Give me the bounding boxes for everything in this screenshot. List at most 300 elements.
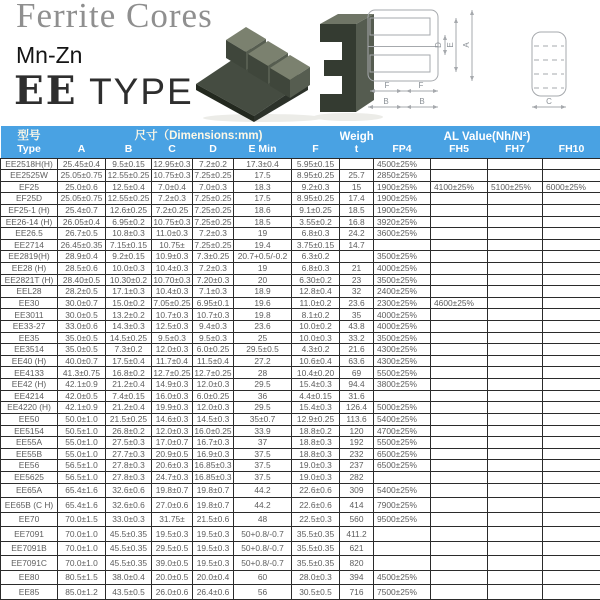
cell: 9.5±0.15 <box>106 158 152 170</box>
cell: 33.0±0.3 <box>106 512 152 527</box>
cell <box>431 158 488 170</box>
cell: 32 <box>340 286 374 298</box>
table-row <box>1 460 600 472</box>
cell <box>431 309 488 321</box>
cell: 6.8±0.3 <box>292 262 340 274</box>
cell: 27.8±0.3 <box>106 471 152 483</box>
header-type-cn: 型号 <box>1 126 58 143</box>
cell: 30.0±0.5 <box>58 309 106 321</box>
cell: 15.0±0.2 <box>106 297 152 309</box>
cell: 26.4±0.6 <box>193 585 234 600</box>
cell: 32.6±0.6 <box>106 498 152 513</box>
material-label: Mn-Zn <box>16 42 83 68</box>
page-title: Ferrite Cores <box>16 0 213 35</box>
cell <box>488 204 543 216</box>
cell: 35.5±0.35 <box>292 541 340 556</box>
cell-type: EE2518H(H) <box>1 158 58 170</box>
cell: 27.2 <box>234 355 292 367</box>
dim-label-e: E <box>446 42 455 48</box>
cell: 20.6±0.3 <box>152 460 193 472</box>
cell: 21.2±0.4 <box>106 379 152 391</box>
table-row <box>1 367 600 379</box>
cell: 6.0±0.25 <box>193 344 234 356</box>
cell: 30.5±0.5 <box>292 585 340 600</box>
table-row <box>1 170 600 182</box>
cell <box>488 425 543 437</box>
cell-type: EE26-14 (H) <box>1 216 58 228</box>
cell: 2400±25% <box>374 286 431 298</box>
cell <box>431 460 488 472</box>
cell: 19.4 <box>234 239 292 251</box>
cell: 4.4±0.15 <box>292 390 340 402</box>
cell <box>431 541 488 556</box>
cell <box>431 483 488 498</box>
cell: 39.0±0.5 <box>152 556 193 571</box>
cell <box>488 309 543 321</box>
cell: 56.5±1.0 <box>58 460 106 472</box>
cell: 10.70±0.3 <box>153 274 191 285</box>
cell: 5500±25% <box>374 367 431 379</box>
col-header-fh10: FH10 <box>543 143 600 158</box>
cell: 10.9±0.3 <box>152 251 193 263</box>
cell: 65.4±1.6 <box>58 483 106 498</box>
cell-type: EE42 (H) <box>1 379 58 391</box>
cell: 192 <box>340 437 374 449</box>
cell <box>340 158 374 170</box>
cell: 17.4 <box>340 193 374 205</box>
cell: 19 <box>234 228 292 240</box>
cell: 7.05±0.25 <box>153 297 191 308</box>
cell: 7.0±0.3 <box>193 181 234 193</box>
cell: 23.6 <box>340 297 374 309</box>
cell: 3.75±0.15 <box>292 239 340 251</box>
cell: 3500±25% <box>374 332 431 344</box>
dim-label-d: D <box>434 42 443 48</box>
col-header-emin: E Min <box>234 143 292 158</box>
cell: 4500±25% <box>374 570 431 585</box>
cell <box>374 541 431 556</box>
cell: 29.5±0.5 <box>234 344 292 356</box>
cell <box>431 471 488 483</box>
cell: 32.6±0.6 <box>106 483 152 498</box>
table-row <box>1 498 600 513</box>
cell <box>374 556 431 571</box>
cell: 4300±25% <box>374 344 431 356</box>
cell: 20.0±0.5 <box>152 570 193 585</box>
cell-type: EE3514 <box>1 344 58 356</box>
cell-type: EEL28 <box>1 286 58 298</box>
header-weight-line1: Weigh <box>340 126 374 143</box>
cell: 45.5±0.35 <box>106 556 152 571</box>
cell: 12.55±0.25 <box>106 170 152 182</box>
cell: 15.4±0.3 <box>292 379 340 391</box>
cell <box>431 193 488 205</box>
table-row <box>1 402 600 414</box>
cell: 19.9±0.3 <box>152 402 193 414</box>
cell: 45.5±0.35 <box>106 541 152 556</box>
col-header-a: A <box>58 143 106 158</box>
cell <box>488 541 543 556</box>
cell <box>431 228 488 240</box>
dim-label-c: C <box>546 97 552 106</box>
side-view-diagram <box>522 10 594 120</box>
cell <box>543 251 600 263</box>
cell-type: EE80 <box>1 570 58 585</box>
cell <box>543 367 600 379</box>
cell: 7.25±0.25 <box>194 170 232 181</box>
cell <box>431 355 488 367</box>
cell <box>431 262 488 274</box>
banner <box>0 0 600 126</box>
cell: 30.0±0.7 <box>58 297 106 309</box>
cell-type: EE2714 <box>1 239 58 251</box>
cell: 94.4 <box>340 379 374 391</box>
cell: 1900±25% <box>374 204 431 216</box>
cell: 16.8±0.2 <box>106 367 152 379</box>
cell: 3920±25% <box>374 216 431 228</box>
col-header-d: D <box>193 143 234 158</box>
table-row <box>1 193 600 205</box>
cell: 7.2±0.3 <box>193 262 234 274</box>
cell: 25.4±0.7 <box>58 204 106 216</box>
ferrite-cores-photo <box>188 0 388 122</box>
cell <box>431 585 488 600</box>
cell <box>431 321 488 333</box>
cell <box>543 570 600 585</box>
col-header-fp4: FP4 <box>374 143 431 158</box>
cell: 2850±25% <box>374 170 431 182</box>
cell: 26.8±0.2 <box>106 425 152 437</box>
cell: 12.8±0.4 <box>292 286 340 298</box>
cell: 16.85±0.3 <box>194 472 232 483</box>
cell: 126.4 <box>340 402 374 414</box>
cell: 33.2 <box>340 332 374 344</box>
core-type-rest: TYPE <box>77 71 194 112</box>
cell: 28.9±0.4 <box>58 251 106 263</box>
cell: 28.5±0.6 <box>58 262 106 274</box>
cell: 19.6 <box>234 297 292 309</box>
cell <box>543 309 600 321</box>
cell: 7500±25% <box>374 585 431 600</box>
cell: 12.0±0.3 <box>152 344 193 356</box>
core-type-bold: EE <box>14 68 78 114</box>
cell: 120 <box>340 425 374 437</box>
cell <box>488 402 543 414</box>
spec-table <box>0 126 600 600</box>
cell: 35.5±0.35 <box>292 556 340 571</box>
cell <box>543 390 600 402</box>
cell: 7900±25% <box>374 498 431 513</box>
cell <box>374 239 431 251</box>
cell: 17.5 <box>234 170 292 182</box>
cell: 7.2±0.3 <box>193 228 234 240</box>
cell: 19.8 <box>234 309 292 321</box>
cell: 394 <box>340 570 374 585</box>
cell <box>431 332 488 344</box>
cell: 3500±25% <box>374 251 431 263</box>
cell: 25.05±0.75 <box>58 193 106 205</box>
cell: 27.5±0.3 <box>106 437 152 449</box>
cell: 21.5±0.25 <box>106 413 152 425</box>
cell: 4000±25% <box>374 262 431 274</box>
cell: 18.9 <box>234 286 292 298</box>
cell: 18.5 <box>234 216 292 228</box>
table-row <box>1 228 600 240</box>
cell: 50+0.8/-0.7 <box>234 527 292 542</box>
cell: 33.9 <box>234 425 292 437</box>
cell: 11.5±0.4 <box>193 355 234 367</box>
cell: 17.0±0.7 <box>152 437 193 449</box>
cell: 44.2 <box>234 483 292 498</box>
cell <box>488 527 543 542</box>
cell-type: EE4214 <box>1 390 58 402</box>
dim-label-a: A <box>462 42 471 48</box>
cell <box>431 204 488 216</box>
table-row <box>1 286 600 298</box>
cell: 19.5±0.3 <box>193 541 234 556</box>
cell: 70.0±1.0 <box>58 527 106 542</box>
cell <box>431 527 488 542</box>
cell: 2300±25% <box>374 297 431 309</box>
cell <box>543 413 600 425</box>
cell: 12.0±0.3 <box>193 379 234 391</box>
cell: 37.5 <box>234 460 292 472</box>
cell <box>488 274 543 286</box>
cell: 56 <box>234 585 292 600</box>
cell <box>431 570 488 585</box>
cell: 26.05±0.4 <box>58 216 106 228</box>
table-row <box>1 471 600 483</box>
table-row <box>1 413 600 425</box>
cell <box>543 402 600 414</box>
col-header-c: C <box>152 143 193 158</box>
cell: 7.2±0.2 <box>193 158 234 170</box>
cell: 27.7±0.3 <box>106 448 152 460</box>
table-row <box>1 239 600 251</box>
cell <box>431 556 488 571</box>
table-row <box>1 512 600 527</box>
cell-type: EE4220 (H) <box>1 402 58 414</box>
cell: 28 <box>234 367 292 379</box>
cell: 10.75±0.3 <box>153 216 191 227</box>
cell: 1900±25% <box>374 193 431 205</box>
table-row <box>1 390 600 402</box>
cell: 14.9±0.3 <box>152 379 193 391</box>
cell <box>543 355 600 367</box>
cell <box>543 556 600 571</box>
cell: 38.0±0.4 <box>106 570 152 585</box>
cell: 37 <box>234 437 292 449</box>
cell: 43.8 <box>340 321 374 333</box>
cell <box>488 570 543 585</box>
cell: 80.5±1.5 <box>58 570 106 585</box>
cell <box>488 367 543 379</box>
cell-type: EE7091 <box>1 527 58 542</box>
cell: 16.9±0.3 <box>193 448 234 460</box>
cell <box>431 251 488 263</box>
cell: 6500±25% <box>374 448 431 460</box>
table-row <box>1 425 600 437</box>
cell-type: EE2821T (H) <box>1 274 58 286</box>
cell <box>488 355 543 367</box>
cell: 9.4±0.3 <box>193 321 234 333</box>
cell: 42.0±0.5 <box>58 390 106 402</box>
cell: 7.3±0.25 <box>193 251 234 263</box>
col-header-fh7: FH7 <box>488 143 543 158</box>
cell: 70.0±1.5 <box>58 512 106 527</box>
cell: 12.6±0.25 <box>106 204 152 216</box>
cell: 12.0±0.3 <box>152 425 193 437</box>
cell: 9.5±0.3 <box>193 332 234 344</box>
cell <box>431 390 488 402</box>
cell-type: EE7091B <box>1 541 58 556</box>
cell <box>543 216 600 228</box>
cell <box>543 448 600 460</box>
cell <box>543 541 600 556</box>
dim-label-f1: F <box>384 81 390 90</box>
table-row <box>1 158 600 170</box>
cell: 7.25±0.25 <box>194 193 232 204</box>
cell: 621 <box>340 541 374 556</box>
cell-type: EE70 <box>1 512 58 527</box>
cell: 26.45±0.35 <box>58 239 106 251</box>
cell <box>488 297 543 309</box>
header-dimensions: 尺寸（Dimensions:mm) <box>58 126 340 143</box>
table-row <box>1 379 600 391</box>
cell <box>431 170 488 182</box>
cell: 7.25±0.25 <box>194 205 232 216</box>
cell: 18.6 <box>234 204 292 216</box>
cell: 42.1±0.9 <box>58 379 106 391</box>
cell: 10.0±0.3 <box>106 262 152 274</box>
cell: 5000±25% <box>374 402 431 414</box>
cell-type: EE56 <box>1 460 58 472</box>
cell <box>431 402 488 414</box>
cell <box>543 483 600 498</box>
cell-type: EE50 <box>1 413 58 425</box>
col-header-b: B <box>106 143 152 158</box>
cell: 17.3±0.4 <box>234 158 292 170</box>
table-row <box>1 274 600 286</box>
table-row <box>1 527 600 542</box>
cell: 56.5±1.0 <box>58 471 106 483</box>
table-row <box>1 204 600 216</box>
cell: 18.8±0.2 <box>292 425 340 437</box>
cell: 23.6 <box>234 321 292 333</box>
cell: 5100±25% <box>488 181 543 193</box>
cell: 19.5±0.3 <box>193 527 234 542</box>
cell: 28.2±0.5 <box>58 286 106 298</box>
cell: 17.5 <box>234 193 292 205</box>
cell <box>431 239 488 251</box>
cell <box>543 321 600 333</box>
cell: 7.20±0.3 <box>193 274 234 286</box>
cell: 19.5±0.3 <box>193 556 234 571</box>
cell: 716 <box>340 585 374 600</box>
cell: 9.5±0.3 <box>152 332 193 344</box>
cell: 24.2 <box>340 228 374 240</box>
cell: 55.0±1.0 <box>58 437 106 449</box>
cell: 70.0±1.0 <box>58 541 106 556</box>
cell-type: EE26.5 <box>1 228 58 240</box>
table-row <box>1 570 600 585</box>
cell: 20.7+0.5/-0.2 <box>234 251 292 263</box>
cell-type: EF25D <box>1 193 58 205</box>
cell <box>488 512 543 527</box>
cell: 4300±25% <box>374 355 431 367</box>
cell: 14.3±0.3 <box>106 321 152 333</box>
cell: 6.95±0.2 <box>106 216 152 228</box>
cell <box>431 286 488 298</box>
cell <box>543 262 600 274</box>
cell <box>543 204 600 216</box>
core-type-title <box>14 68 194 114</box>
col-header-type: Type <box>1 143 58 158</box>
cell: 21 <box>340 262 374 274</box>
cell: 35.0±0.5 <box>58 344 106 356</box>
cell: 60 <box>234 570 292 585</box>
cell: 16.0±0.25 <box>194 425 232 436</box>
cell: 22.6±0.6 <box>292 483 340 498</box>
cell: 21.5±0.6 <box>193 512 234 527</box>
cell-type: EE55B <box>1 448 58 460</box>
cell: 10.4±0.3 <box>152 286 193 298</box>
cell: 16.0±0.3 <box>152 390 193 402</box>
cell: 14.5±0.3 <box>193 413 234 425</box>
table-row <box>1 321 600 333</box>
cell: 65.4±1.6 <box>58 498 106 513</box>
cell: 11.0±0.3 <box>152 228 193 240</box>
cell: 24.7±0.3 <box>152 471 193 483</box>
cell <box>488 344 543 356</box>
cell: 12.7±0.25 <box>153 367 191 378</box>
cell: 22.6±0.6 <box>292 498 340 513</box>
col-header-t: t <box>340 143 374 158</box>
cell: 28.40±0.5 <box>58 274 106 286</box>
cell <box>431 216 488 228</box>
cell: 3500±25% <box>374 274 431 286</box>
cell: 6.0±0.25 <box>193 390 234 402</box>
cell: 6.3±0.2 <box>292 251 340 263</box>
cell-type: EE7091C <box>1 556 58 571</box>
cell: 17.1±0.3 <box>106 286 152 298</box>
cell: 69 <box>340 367 374 379</box>
cell: 12.95±0.3 <box>153 158 191 169</box>
cell <box>543 379 600 391</box>
table-row <box>1 297 600 309</box>
cell: 3800±25% <box>374 379 431 391</box>
cell <box>374 471 431 483</box>
cell-type: EE2819(H) <box>1 251 58 263</box>
cell: 10.8±0.3 <box>106 228 152 240</box>
cell <box>431 379 488 391</box>
cell: 70.0±1.0 <box>58 556 106 571</box>
cell: 19.8±0.7 <box>193 483 234 498</box>
cell: 37.5 <box>234 471 292 483</box>
cell: 10.4±0.20 <box>292 367 340 379</box>
cell: 7.1±0.3 <box>193 286 234 298</box>
cell: 19.8±0.7 <box>193 498 234 513</box>
cell: 19.5±0.3 <box>152 527 193 542</box>
cell <box>488 239 543 251</box>
cell: 50.5±1.0 <box>58 425 106 437</box>
cell: 35.5±0.35 <box>292 527 340 542</box>
cell-type: EE3011 <box>1 309 58 321</box>
cell: 11.0±0.2 <box>292 297 340 309</box>
cell: 6.95±0.1 <box>193 297 234 309</box>
cell <box>488 170 543 182</box>
cell <box>374 527 431 542</box>
